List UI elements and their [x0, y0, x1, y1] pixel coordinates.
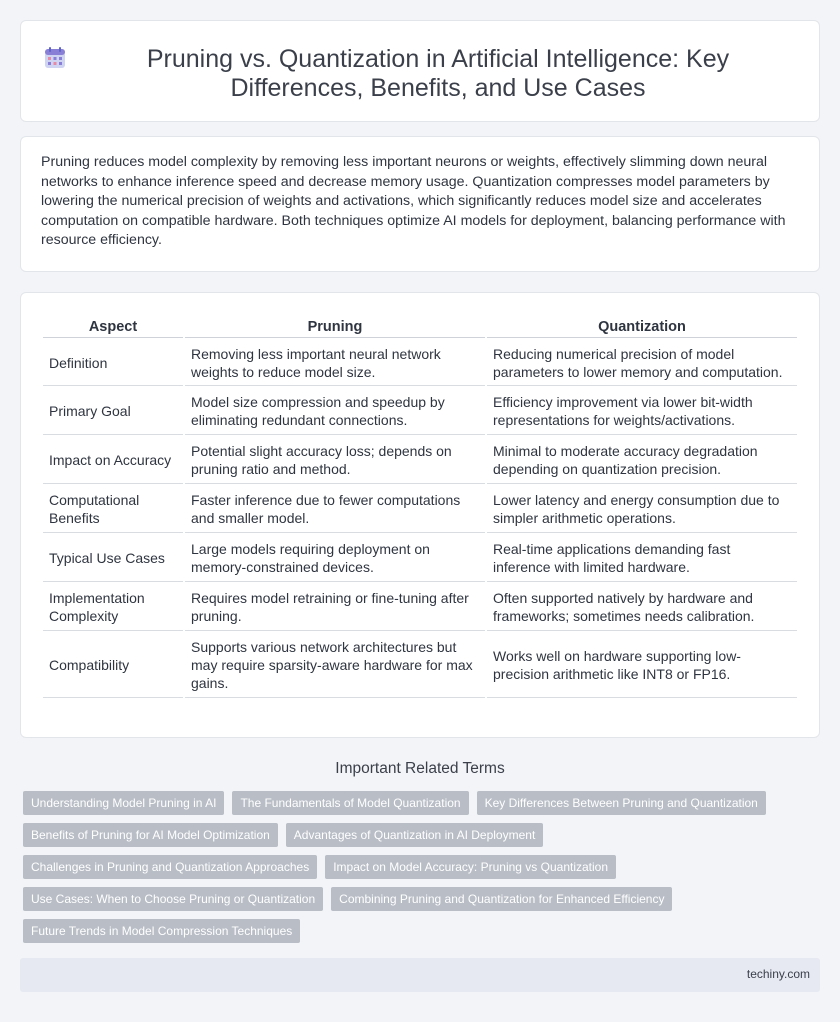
quantization-cell: Minimal to moderate accuracy degradation depending on quantization precision.: [487, 437, 797, 484]
pruning-cell: Supports various network architectures but may require sparsity-aware hardware for max gains.: [185, 633, 485, 698]
related-term-link[interactable]: Advantages of Quantization in AI Deployment: [286, 823, 543, 847]
column-header-quantization: Quantization: [487, 317, 797, 338]
pruning-cell: Large models requiring deployment on memory-constrained devices.: [185, 535, 485, 582]
related-term-link[interactable]: Benefits of Pruning for AI Model Optimization: [23, 823, 278, 847]
pruning-cell: Potential slight accuracy loss; depends on pruning ratio and method.: [185, 437, 485, 484]
table-row: [43, 486, 797, 533]
tag-row: [23, 887, 803, 911]
pruning-cell: Removing less important neural network weights to reduce model size.: [185, 340, 485, 386]
tag-row: [23, 791, 803, 815]
footer: [20, 958, 820, 992]
tag-row: [23, 919, 803, 943]
table-row: [43, 584, 797, 631]
footer-brand[interactable]: techiny.com: [746, 967, 810, 981]
summary-card: [20, 136, 820, 272]
column-header-pruning: Pruning: [185, 317, 485, 338]
related-term-link[interactable]: Understanding Model Pruning in AI: [23, 791, 224, 815]
related-term-link[interactable]: Use Cases: When to Choose Pruning or Quantization: [23, 887, 323, 911]
table-row: [43, 633, 797, 698]
comparison-table-card: [20, 292, 820, 738]
table-row: [43, 437, 797, 484]
aspect-cell: Implementation Complexity: [43, 584, 183, 631]
quantization-cell: Often supported natively by hardware and frameworks; sometimes needs calibration.: [487, 584, 797, 631]
page-title: Pruning vs. Quantization in Artificial Intelligence: Key Differences, Benefits, and Use Cases: [146, 45, 730, 102]
tag-row: [23, 855, 803, 879]
quantization-cell: Efficiency improvement via lower bit-width representations for weights/activations.: [487, 388, 797, 435]
related-term-link[interactable]: Key Differences Between Pruning and Quantization: [477, 791, 766, 815]
quantization-cell: Real-time applications demanding fast inference with limited hardware.: [487, 535, 797, 582]
aspect-cell: Definition: [43, 340, 183, 386]
table-row: [43, 340, 797, 386]
quantization-cell: Works well on hardware supporting low-precision arithmetic like INT8 or FP16.: [487, 633, 797, 698]
related-terms-heading: Important Related Terms: [335, 760, 505, 777]
table-row: [43, 535, 797, 582]
comparison-table: [41, 315, 799, 700]
related-term-link[interactable]: Combining Pruning and Quantization for Enhanced Efficiency: [331, 887, 672, 911]
related-term-link[interactable]: Challenges in Pruning and Quantization Approaches: [23, 855, 317, 879]
tag-row: [23, 823, 803, 847]
related-term-link[interactable]: The Fundamentals of Model Quantization: [232, 791, 468, 815]
related-terms-list: [23, 791, 803, 951]
related-term-link[interactable]: Impact on Model Accuracy: Pruning vs Quantization: [325, 855, 616, 879]
aspect-cell: Impact on Accuracy: [43, 437, 183, 484]
summary-paragraph: Pruning reduces model complexity by removing less important neurons or weights, effectively slimming down neural networks to enhance inference speed and decrease memory usage. Quantization compresses model parameters by lowering the numerical precision of weights and activations, which significantly reduces model size and accelerates computation on compatible hardware. Both techniques optimize AI models for deployment, balancing performance with resource efficiency.: [41, 154, 786, 249]
header-card: [20, 20, 820, 122]
table-header-row: [43, 317, 797, 338]
quantization-cell: Reducing numerical precision of model parameters to lower memory and computation.: [487, 340, 797, 386]
aspect-cell: Typical Use Cases: [43, 535, 183, 582]
pruning-cell: Requires model retraining or fine-tuning after pruning.: [185, 584, 485, 631]
pruning-cell: Faster inference due to fewer computations and smaller model.: [185, 486, 485, 533]
aspect-cell: Primary Goal: [43, 388, 183, 435]
aspect-cell: Compatibility: [43, 633, 183, 698]
table-row: [43, 388, 797, 435]
quantization-cell: Lower latency and energy consumption due to simpler arithmetic operations.: [487, 486, 797, 533]
related-term-link[interactable]: Future Trends in Model Compression Techniques: [23, 919, 300, 943]
aspect-cell: Computational Benefits: [43, 486, 183, 533]
column-header-aspect: Aspect: [43, 317, 183, 338]
pruning-cell: Model size compression and speedup by eliminating redundant connections.: [185, 388, 485, 435]
